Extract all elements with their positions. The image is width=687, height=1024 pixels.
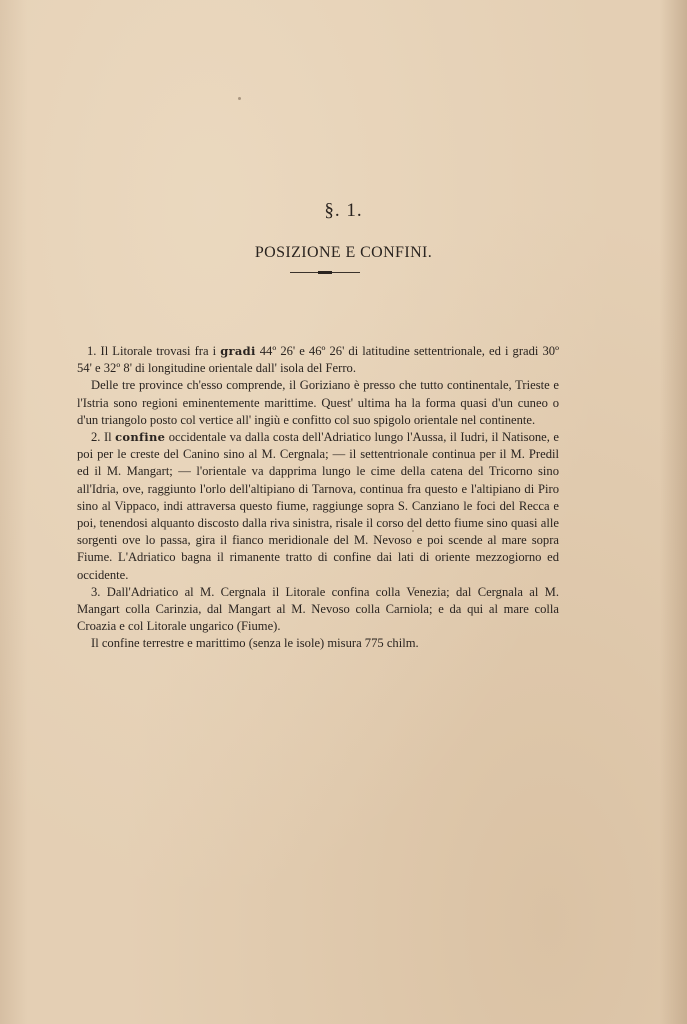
paper-speck bbox=[238, 97, 241, 100]
body-text bbox=[77, 343, 559, 653]
paragraph-1-text-a: 1. Il Litorale trovasi fra i bbox=[87, 344, 221, 358]
paragraph-4: 3. Dall'Adriatico al M. Cergnala il Litorale confina colla Venezia; dal Cergnala al M. Mangart colla Carinzia, dal Mangart al M. Nevoso colla Carniola; e da qui al mare colla Croazia e col Litorale ungarico (Fiume). bbox=[77, 584, 559, 634]
ornamental-rule-center bbox=[318, 271, 332, 274]
paper-speck bbox=[412, 530, 414, 532]
paragraph-2: Delle tre province ch'esso comprende, il Goriziano è presso che tutto continentale, Trieste e l'Istria sono regioni eminentemente marittime. Quest' ultima ha la forma quasi d'un cuneo o d'un triangolo posto col vertice all' ingiù e confitto col suo spigolo orientale nel continente. bbox=[77, 378, 559, 427]
paragraph-3-text-b: occidentale va dalla costa dell'Adriatico lungo l'Aussa, il Iudri, il Natisone, e poi per le creste del Canino sino al M. Cergnala; — il settentrionale continua per il M. Predil ed il M. Mangart; — l'orientale va dapprima lungo le cime della catena del Tricorno sino all'Idria, ove, raggiunto l'orlo dell'altipiano di Tarnova, continua fra questo e l'altipiano di Piro sino al Vippaco, indi attraversa questo fiume, raggiunge sopra S. Canziano le foci del Recca e poi, tenendosi alquanto discosto dalla riva sinistra, risale il corso del detto fiume sino quasi alle sorgenti ove lo passa, gira il fianco meridionale del M. Nevoso e poi scende al mare sopra Fiume. L'Adriatico bagna il rimanente tratto di confine dai lati di oriente mezzogiorno ed occidente. bbox=[77, 430, 559, 582]
bold-term-confine: confine bbox=[115, 430, 166, 445]
chapter-heading: POSIZIONE E CONFINI. bbox=[254, 244, 433, 261]
paragraph-5: Il confine terrestre e marittimo (senza le isole) misura 775 chilm. bbox=[91, 636, 419, 651]
bold-term-gradi: gradi bbox=[220, 344, 256, 358]
paragraph-3 bbox=[77, 429, 559, 584]
section-number: §. 1. bbox=[324, 200, 363, 221]
paragraph-3-text-a: 2. Il bbox=[91, 430, 116, 445]
paragraph-1 bbox=[77, 343, 559, 377]
paragraph-1-text-b: 44º 26' e 46º 26' di latitudine settentrionale, ed i gradi 30º 54' e 32º 8' di longitudine orientale dall' isola del Ferro. bbox=[77, 344, 559, 376]
